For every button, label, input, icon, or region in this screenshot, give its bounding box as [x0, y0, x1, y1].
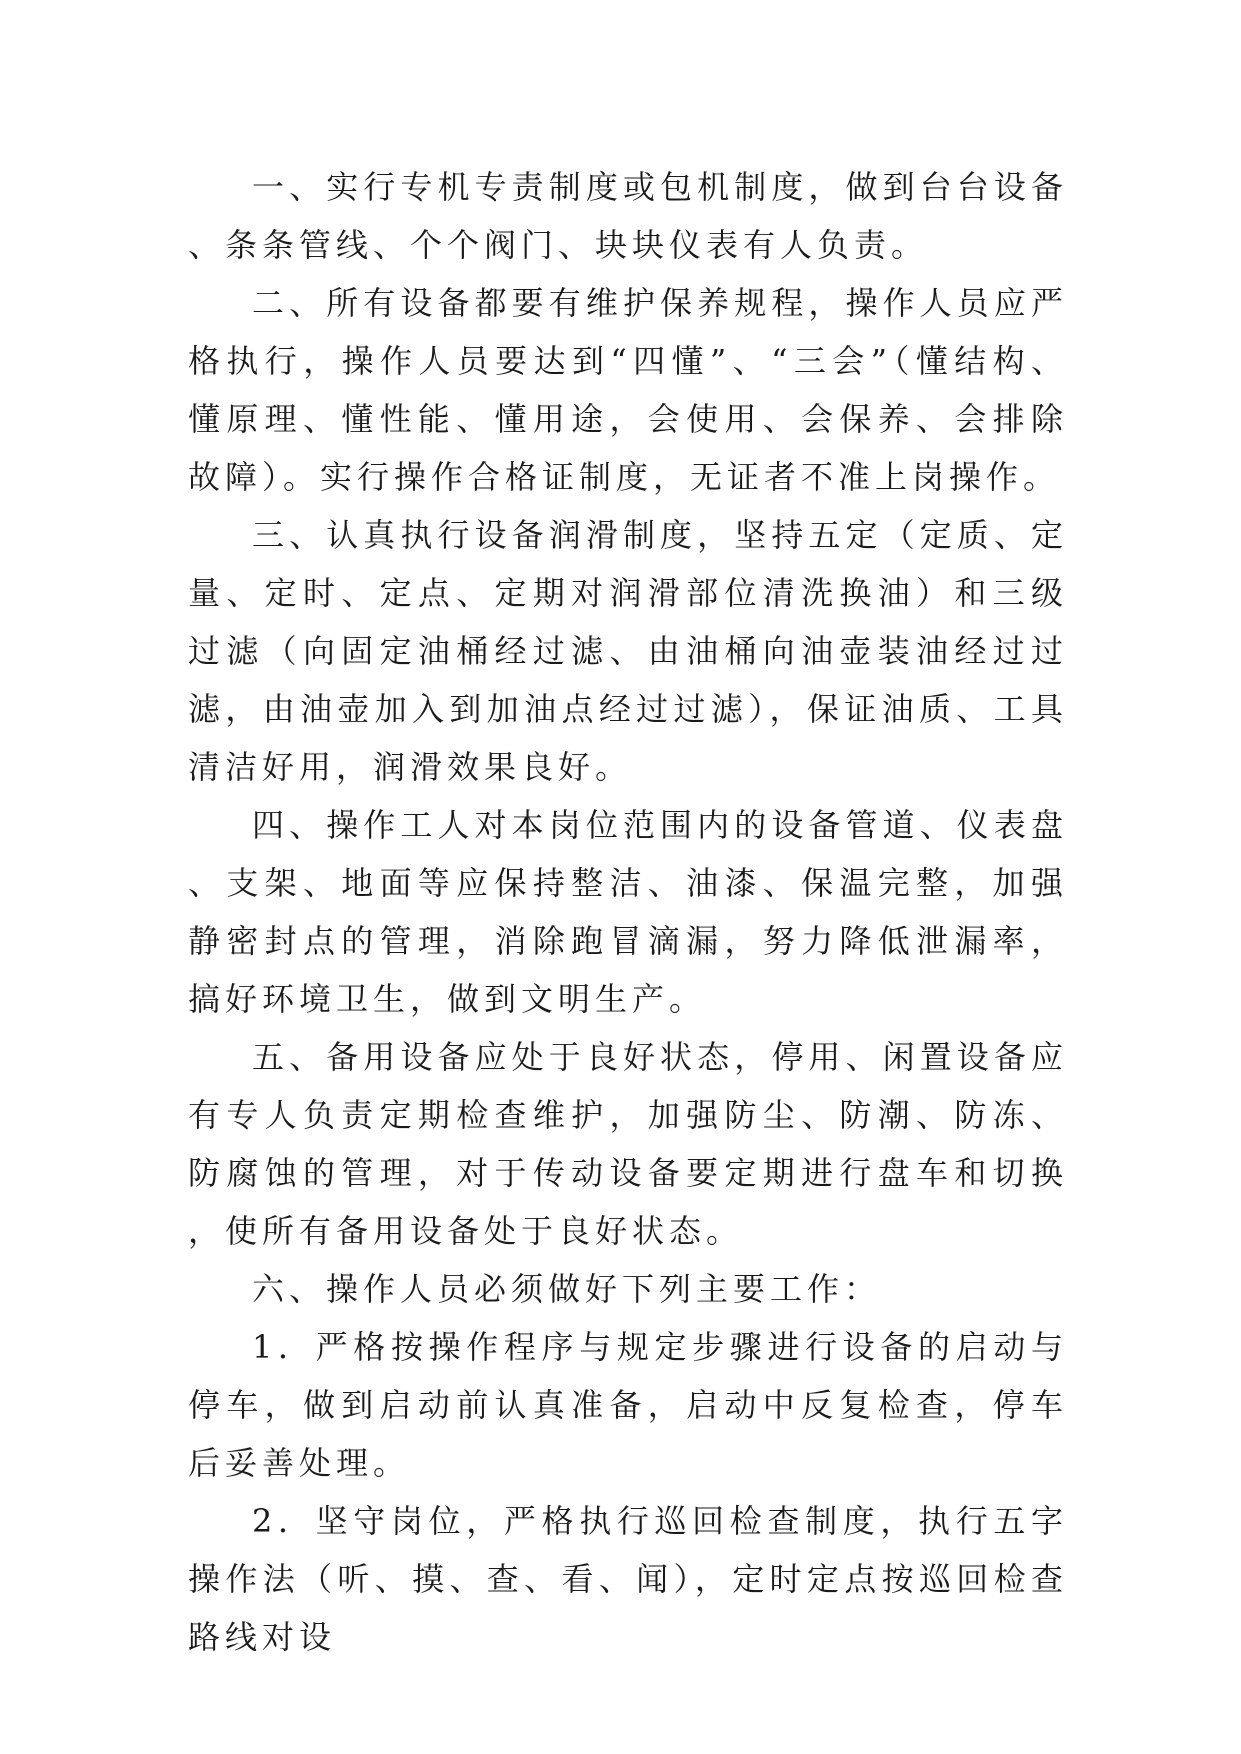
paragraph-6: 六、操作人员必须做好下列主要工作： — [252, 1270, 882, 1308]
paragraph-7: 1．严格按操作程序与规定步骤进行设备的启动与停车，做到启动前认真准备，启动中反复检查，停车后妥善处理。 — [188, 1328, 1068, 1482]
paragraph-1: 一、实行专机专责制度或包机制度，做到台台设备、条条管线、个个阀门、块块仪表有人负责。 — [188, 168, 1068, 264]
paragraph-3: 三、认真执行设备润滑制度，坚持五定（定质、定量、定时、定点、定期对润滑部位清洗换油）和三级过滤（向固定油桶经过滤、由油桶向油壶装油经过过滤，由油壶加入到加油点经过过滤），保证油质、工具清洁好用，润滑效果良好。 — [188, 516, 1068, 786]
document-body — [188, 158, 1068, 1666]
paragraph-8: 2．坚守岗位，严格执行巡回检查制度，执行五字操作法（听、摸、查、看、闻），定时定点按巡回检查路线对设 — [188, 1502, 1068, 1656]
paragraph-5: 五、备用设备应处于良好状态，停用、闲置设备应有专人负责定期检查维护，加强防尘、防潮、防冻、防腐蚀的管理，对于传动设备要定期进行盘车和切换，使所有备用设备处于良好状态。 — [188, 1038, 1068, 1250]
paragraph-4: 四、操作工人对本岗位范围内的设备管道、仪表盘、支架、地面等应保持整洁、油漆、保温完整，加强静密封点的管理，消除跑冒滴漏，努力降低泄漏率，搞好环境卫生，做到文明生产。 — [188, 806, 1068, 1018]
paragraph-2: 二、所有设备都要有维护保养规程，操作人员应严格执行，操作人员要达到“四懂”、“三会”（懂结构、懂原理、懂性能、懂用途，会使用、会保养、会排除故障）。实行操作合格证制度，无证者不准上岗操作。 — [188, 284, 1068, 496]
